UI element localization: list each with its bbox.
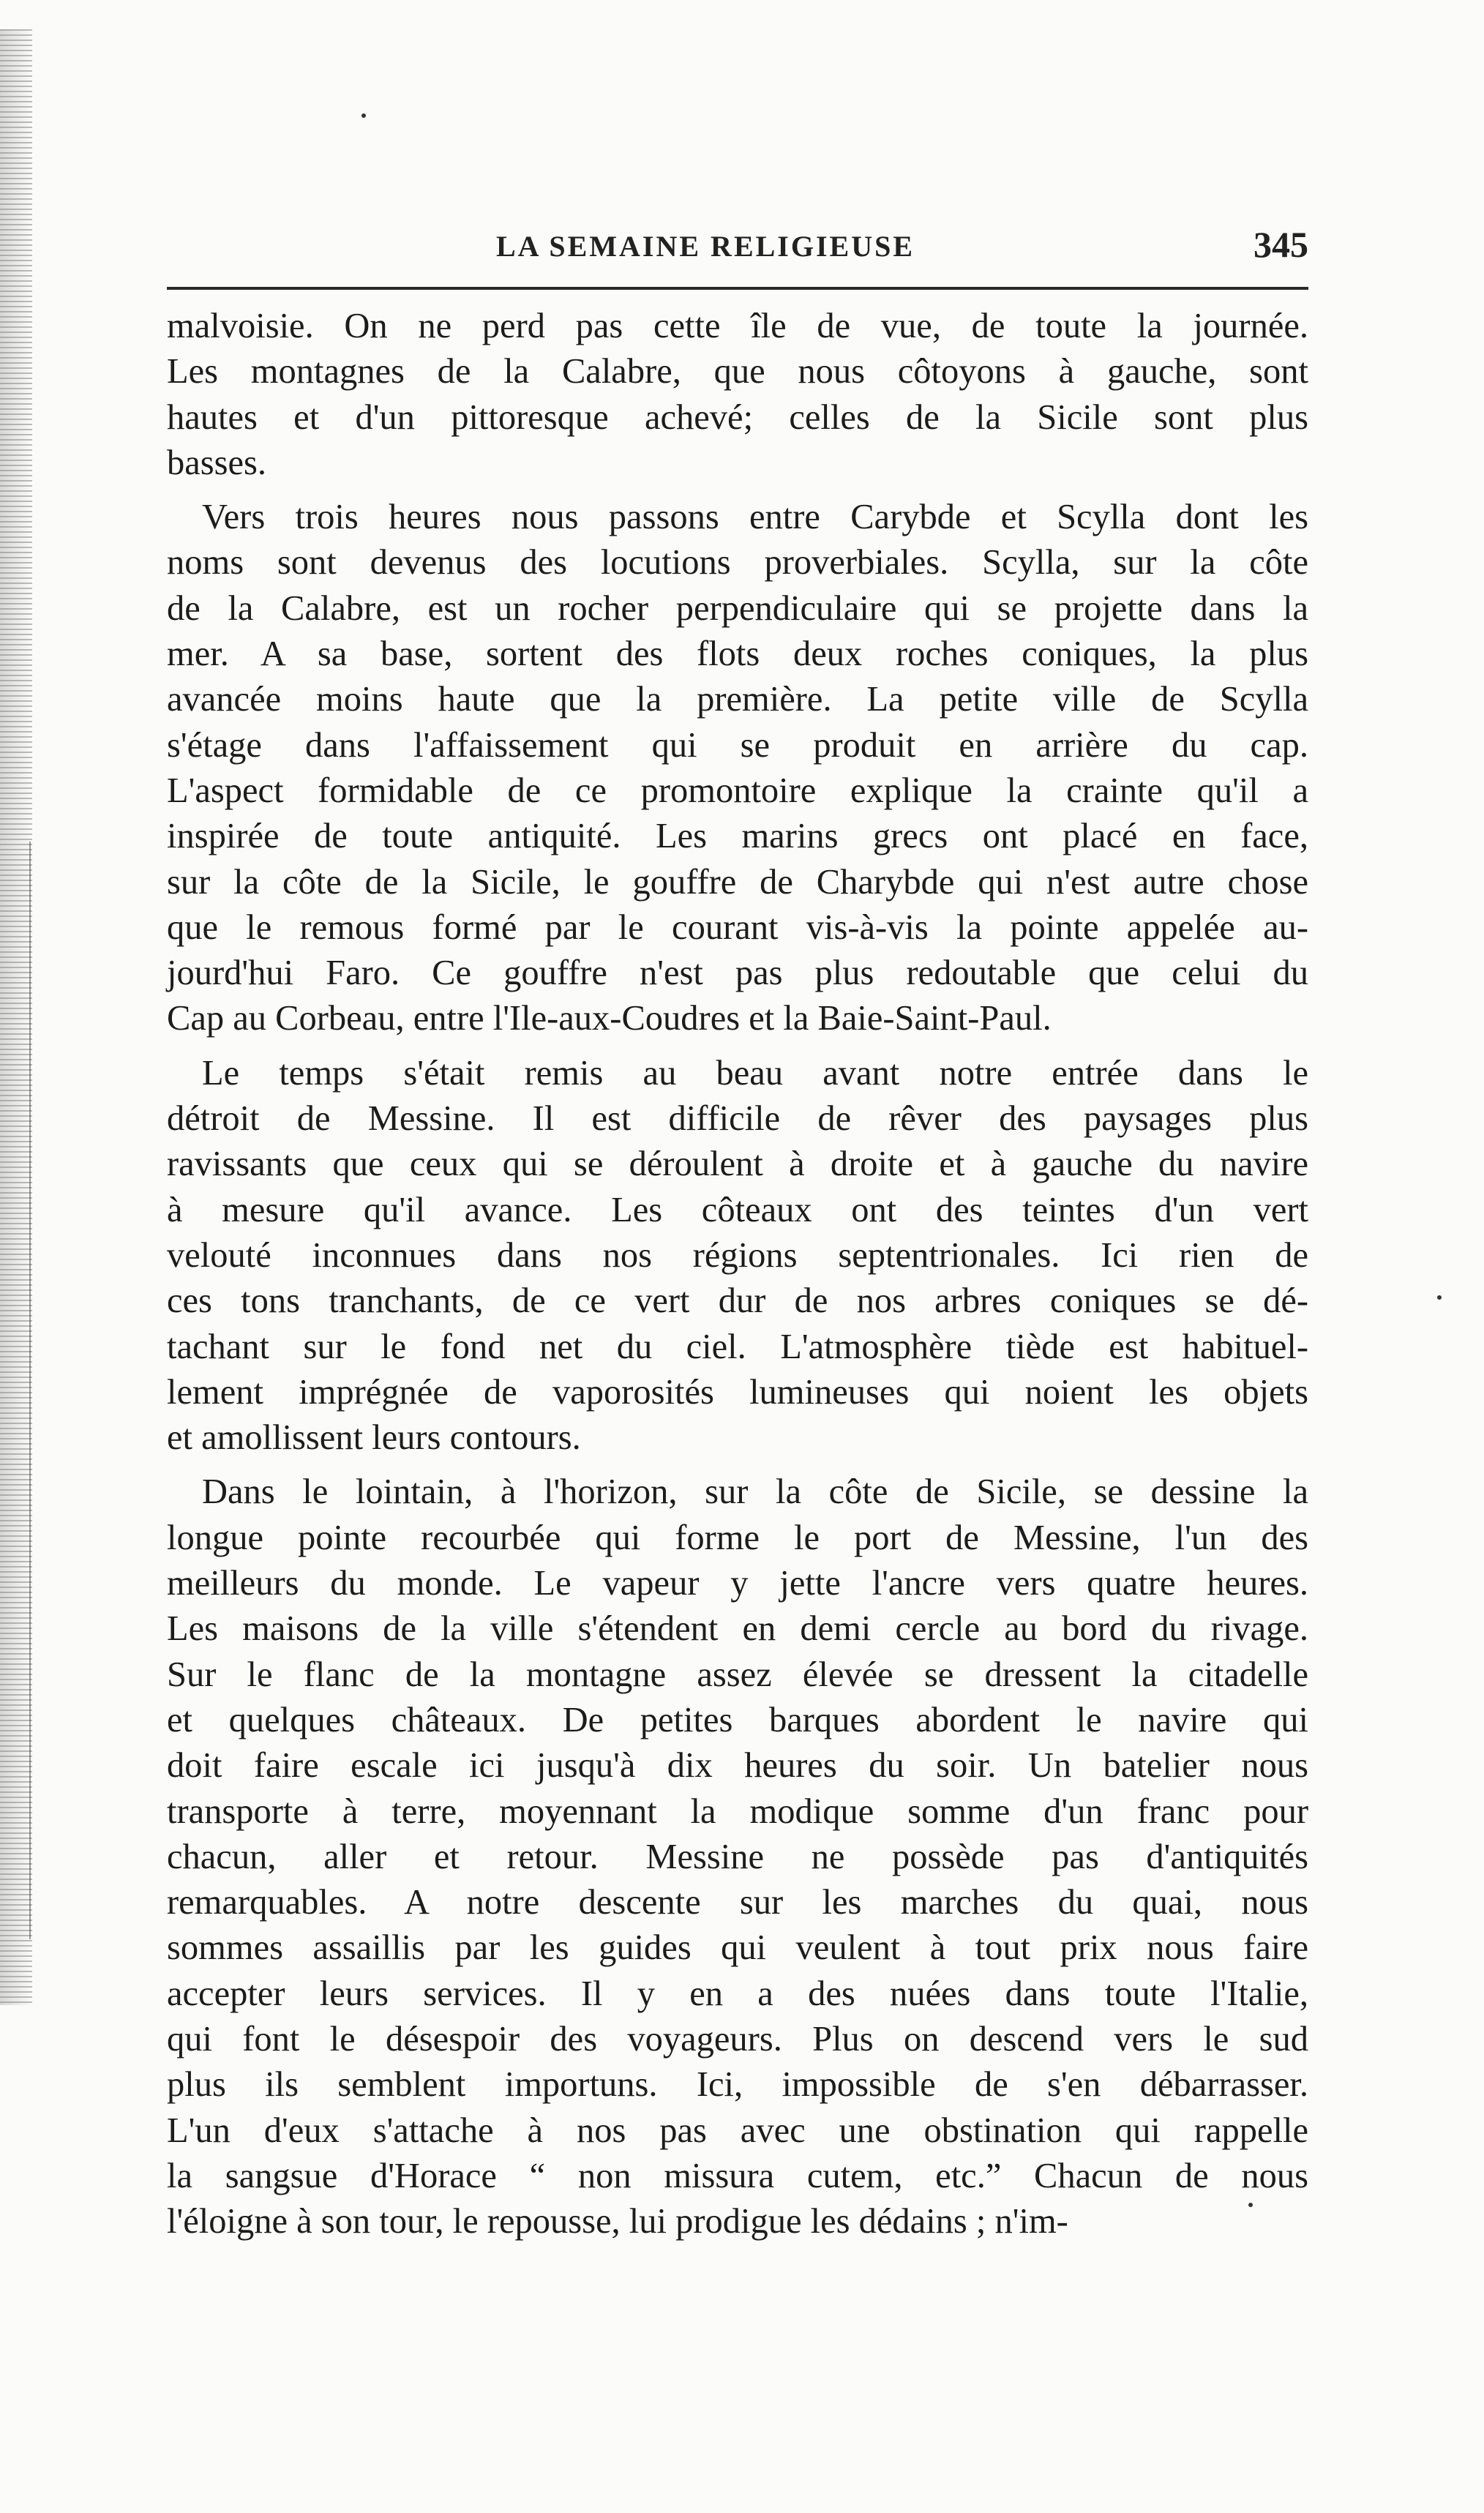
paragraph xyxy=(167,1469,1308,2244)
speck xyxy=(1437,1295,1442,1300)
text-line: sommes assaillis par les guides qui veulent à tout prix nous faire xyxy=(167,1928,1308,1968)
text-line: L'aspect formidable de ce promontoire explique la crainte qu'il a xyxy=(167,771,1308,810)
text-line: basses. xyxy=(167,443,267,482)
text-line: remarquables. A notre descente sur les marches du quai, nous xyxy=(167,1883,1308,1922)
text-line: malvoisie. On ne perd pas cette île de vue, de toute la journée. xyxy=(167,307,1308,345)
text-line: velouté inconnues dans nos régions septentrionales. Ici rien de xyxy=(167,1235,1308,1275)
binding-edge-noise xyxy=(0,29,32,2005)
text-line: s'étage dans l'affaissement qui se produit en arrière du cap. xyxy=(167,725,1308,765)
text-line: l'éloigne à son tour, le repousse, lui prodigue les dédains ; n'im- xyxy=(167,2202,1068,2242)
text-line: mer. A sa base, sortent des flots deux roches coniques, la plus xyxy=(167,634,1308,674)
text-line: Le temps s'était remis au beau avant notre entrée dans le xyxy=(202,1053,1308,1093)
page-number: 345 xyxy=(1253,224,1308,265)
paragraph xyxy=(167,304,1308,486)
text-line: doit faire escale ici jusqu'à dix heures du soir. Un batelier nous xyxy=(167,1746,1308,1786)
text-line: Dans le lointain, à l'horizon, sur la côte de Sicile, se dessine la xyxy=(202,1472,1308,1512)
text-line: et quelques châteaux. De petites barques abordent le navire qui xyxy=(167,1700,1308,1739)
text-line: L'un d'eux s'attache à nos pas avec une obstination qui rappelle xyxy=(167,2111,1308,2150)
text-line: la sangsue d'Horace “ non missura cutem, etc.” Chacun de nous xyxy=(167,2156,1308,2195)
text-line: détroit de Messine. Il est difficile de rêver des paysages plus xyxy=(167,1099,1308,1139)
text-line: tachant sur le fond net du ciel. L'atmosphère tiède est habituel- xyxy=(167,1327,1308,1366)
text-line: Sur le flanc de la montagne assez élevée se dressent la citadelle xyxy=(167,1655,1308,1694)
running-title: LA SEMAINE RELIGIEUSE xyxy=(496,230,915,263)
text-line: et amollissent leurs contours. xyxy=(167,1418,581,1458)
running-head xyxy=(167,223,1308,274)
text-line: inspirée de toute antiquité. Les marins grecs ont placé en face, xyxy=(167,817,1308,856)
text-line: Cap au Corbeau, entre l'Ile-aux-Coudres et la Baie-Saint-Paul. xyxy=(167,999,1052,1038)
text-line: Les maisons de la ville s'étendent en demi cercle au bord du rivage. xyxy=(167,1609,1308,1649)
text-line: plus ils semblent importuns. Ici, impossible de s'en débarrasser. xyxy=(167,2065,1308,2105)
header-rule xyxy=(167,287,1308,290)
text-line: meilleurs du monde. Le vapeur y jette l'ancre vers quatre heures. xyxy=(167,1564,1308,1603)
text-line: ces tons tranchants, de ce vert dur de nos arbres coniques se dé- xyxy=(167,1281,1308,1321)
text-line: sur la côte de la Sicile, le gouffre de Charybde qui n'est autre chose xyxy=(167,862,1308,902)
text-line: Vers trois heures nous passons entre Carybde et Scylla dont les xyxy=(202,498,1308,537)
body-text xyxy=(167,304,1308,2244)
text-line: longue pointe recourbée qui forme le port de Messine, l'un des xyxy=(167,1518,1308,1557)
text-line: chacun, aller et retour. Messine ne possède pas d'antiquités xyxy=(167,1837,1308,1876)
text-line: Les montagnes de la Calabre, que nous côtoyons à gauche, sont xyxy=(167,352,1308,392)
text-line: que le remous formé par le courant vis-à-vis la pointe appelée au- xyxy=(167,907,1308,947)
binding-edge-line xyxy=(29,842,31,1939)
text-line: noms sont devenus des locutions proverbiales. Scylla, sur la côte xyxy=(167,543,1308,583)
text-line: transporte à terre, moyennant la modique somme d'un franc pour xyxy=(167,1791,1308,1831)
text-line: à mesure qu'il avance. Les côteaux ont des teintes d'un vert xyxy=(167,1190,1308,1229)
speck xyxy=(361,113,366,118)
paragraph xyxy=(167,495,1308,1042)
paragraph xyxy=(167,1051,1308,1461)
text-line: lement imprégnée de vaporosités lumineuses qui noient les objets xyxy=(167,1372,1308,1412)
text-line: accepter leurs services. Il y en a des nuées dans toute l'Italie, xyxy=(167,1974,1308,2013)
text-line: de la Calabre, est un rocher perpendiculaire qui se projette dans la xyxy=(167,588,1308,628)
text-line: jourd'hui Faro. Ce gouffre n'est pas plus redoutable que celui du xyxy=(167,954,1308,993)
text-line: ravissants que ceux qui se déroulent à droite et à gauche du navire xyxy=(167,1145,1308,1184)
text-line: avancée moins haute que la première. La petite ville de Scylla xyxy=(167,680,1308,719)
text-line: qui font le désespoir des voyageurs. Plus on descend vers le sud xyxy=(167,2019,1308,2059)
text-line: hautes et d'un pittoresque achevé; celles de la Sicile sont plus xyxy=(167,397,1308,437)
